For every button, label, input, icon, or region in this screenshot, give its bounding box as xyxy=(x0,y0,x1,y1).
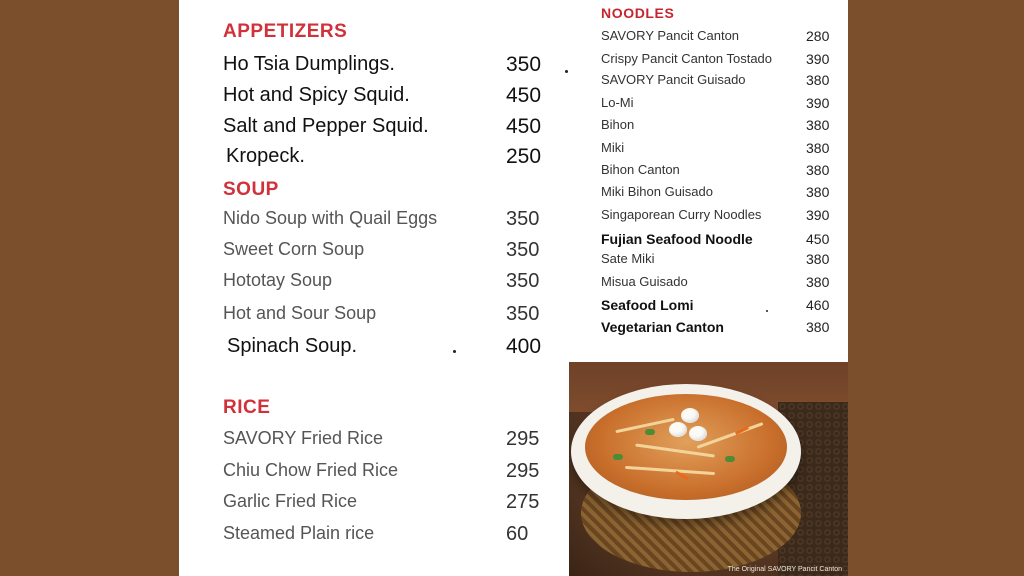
item-price: 295 xyxy=(506,460,540,482)
vegetable-piece xyxy=(645,429,655,435)
menu-item xyxy=(223,460,563,486)
item-name: Spinach Soup. xyxy=(227,335,358,357)
item-name: Garlic Fried Rice xyxy=(223,491,358,511)
item-name: Chiu Chow Fried Rice xyxy=(223,460,399,480)
noodle-soup xyxy=(585,394,787,500)
item-name: Hototay Soup xyxy=(223,270,333,290)
menu-item xyxy=(601,184,841,202)
rice-title: RICE xyxy=(223,397,271,418)
item-price: 350 xyxy=(506,239,540,261)
soup-title: SOUP xyxy=(223,179,279,200)
item-price: 380 xyxy=(806,184,830,200)
item-price: 450 xyxy=(806,231,830,247)
item-name: Kropeck. xyxy=(226,145,305,167)
menu-item xyxy=(223,523,563,549)
item-name: Salt and Pepper Squid. xyxy=(223,115,429,137)
item-price: 250 xyxy=(506,145,542,168)
menu-item xyxy=(601,28,841,46)
menu-item xyxy=(601,162,841,180)
item-name: Steamed Plain rice xyxy=(223,523,375,543)
item-price: 380 xyxy=(806,319,830,335)
menu-item xyxy=(601,72,841,90)
menu-item xyxy=(223,239,563,265)
item-name: Hot and Spicy Squid. xyxy=(223,84,410,106)
vegetable-piece xyxy=(725,456,735,462)
item-price: 450 xyxy=(506,84,542,107)
item-name: Bihon xyxy=(601,117,635,132)
item-name: Miki Bihon Guisado xyxy=(601,184,713,199)
menu-item xyxy=(601,231,841,249)
item-name: Vegetarian Canton xyxy=(601,319,724,335)
item-name: SAVORY Fried Rice xyxy=(223,428,384,448)
stray-dot xyxy=(766,310,768,312)
menu-item xyxy=(223,303,563,329)
item-price: 380 xyxy=(806,140,830,156)
item-price: 380 xyxy=(806,72,830,88)
noodles-column xyxy=(569,0,848,576)
item-name: Fujian Seafood Noodle xyxy=(601,231,753,247)
stray-dot xyxy=(453,350,456,353)
item-name: Bihon Canton xyxy=(601,162,680,177)
quail-egg xyxy=(669,422,687,437)
item-price: 380 xyxy=(806,117,830,133)
menu-item xyxy=(223,53,563,79)
quail-egg xyxy=(681,408,699,423)
menu-item xyxy=(601,95,841,113)
pancit-canton-photo xyxy=(569,362,848,576)
quail-egg xyxy=(689,426,707,441)
noodles-title: NOODLES xyxy=(601,5,675,21)
appetizers-title: APPETIZERS xyxy=(223,21,348,42)
item-name: Misua Guisado xyxy=(601,274,688,289)
item-price: 380 xyxy=(806,274,830,290)
menu-item xyxy=(223,145,563,171)
item-price: 280 xyxy=(806,28,830,44)
item-price: 295 xyxy=(506,428,540,450)
item-name: Ho Tsia Dumplings. xyxy=(223,53,395,75)
item-name: Nido Soup with Quail Eggs xyxy=(223,208,438,228)
item-name: Sate Miki xyxy=(601,251,655,266)
menu-item xyxy=(223,270,563,296)
item-price: 390 xyxy=(806,51,830,67)
item-price: 450 xyxy=(506,115,542,138)
stray-dot xyxy=(565,70,568,73)
item-name: Sweet Corn Soup xyxy=(223,239,365,259)
menu-item xyxy=(601,51,841,69)
vegetable-piece xyxy=(613,454,623,460)
item-price: 350 xyxy=(506,270,540,292)
item-name: Seafood Lomi xyxy=(601,297,694,313)
menu-item xyxy=(223,491,563,517)
item-price: 275 xyxy=(506,491,540,513)
noodle-strand xyxy=(625,466,715,475)
menu-page xyxy=(179,0,848,576)
menu-item xyxy=(601,297,841,315)
menu-item xyxy=(601,140,841,158)
left-menu-column xyxy=(179,0,569,576)
menu-item xyxy=(223,115,563,141)
item-name: Singaporean Curry Noodles xyxy=(601,207,762,222)
item-price: 390 xyxy=(806,207,830,223)
item-price: 390 xyxy=(806,95,830,111)
item-price: 380 xyxy=(806,162,830,178)
item-name: Miki xyxy=(601,140,625,155)
item-name: Lo-Mi xyxy=(601,95,634,110)
menu-item xyxy=(601,319,841,337)
item-name: Hot and Sour Soup xyxy=(223,303,377,323)
item-price: 460 xyxy=(806,297,830,313)
item-price: 350 xyxy=(506,208,540,230)
item-name: SAVORY Pancit Guisado xyxy=(601,72,746,87)
menu-item xyxy=(223,84,563,110)
menu-item xyxy=(223,208,563,234)
menu-item xyxy=(223,428,563,454)
menu-item xyxy=(601,274,841,292)
item-price: 380 xyxy=(806,251,830,267)
item-name: Crispy Pancit Canton Tostado xyxy=(601,51,773,66)
photo-caption: The Original SAVORY Pancit Canton xyxy=(727,566,842,573)
item-price: 350 xyxy=(506,303,540,325)
menu-item xyxy=(601,117,841,135)
item-price: 60 xyxy=(506,523,529,545)
item-name: SAVORY Pancit Canton xyxy=(601,28,740,43)
item-price: 350 xyxy=(506,53,542,76)
item-price: 400 xyxy=(506,335,542,358)
menu-item xyxy=(601,251,841,269)
menu-item xyxy=(223,335,563,361)
menu-item xyxy=(601,207,841,225)
